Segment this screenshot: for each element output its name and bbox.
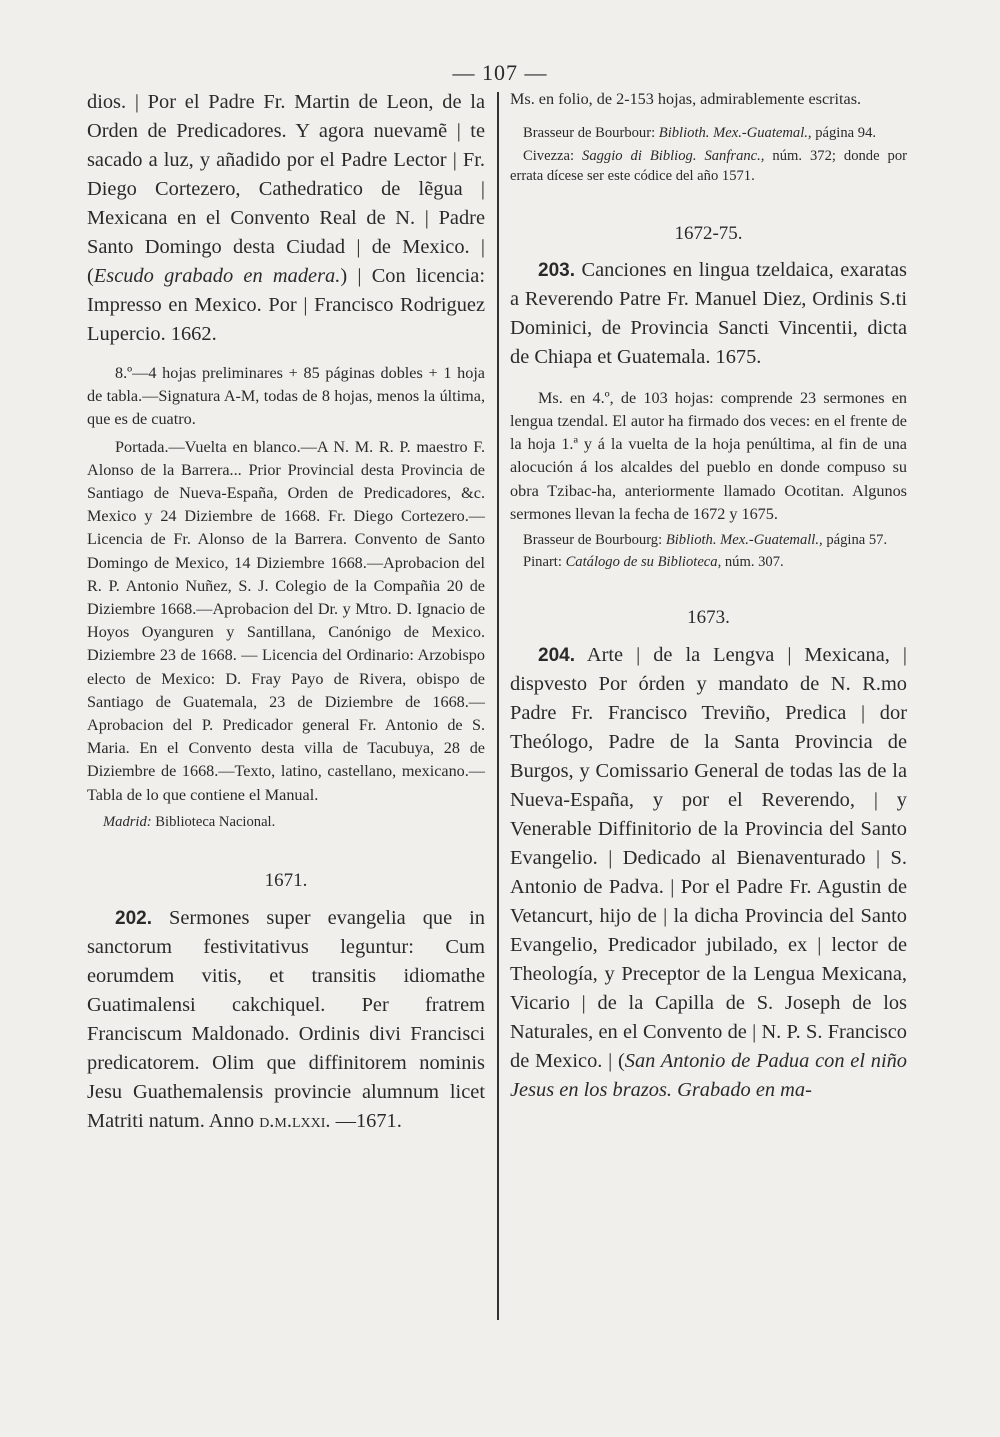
reference-civezza xyxy=(510,146,907,187)
location-reference xyxy=(87,812,485,833)
entry-204-text: Arte | de la Lengva | Mexicana, | dispvesto Por órden y mandato de N. R.mo Padre Fr. Francisco Treviño, Predica | dor Theólogo, Padre de la Santa Provincia de Burgos, y Comissario General de todas las de la Nueva-España, y por el Reverendo, | y Venerable Diffinitorio de la Provincia del Santo Evangelio. | Dedicado al Bienaventurado | S. Antonio de Padva. | Por el Padre Fr. Agustin de Vetancurt, hijo de | la dicha Provincia del Santo Evangelio, Predicador jubilado, ex | lector de Theología, y Preceptor de la Lengua Mexicana, Vicario | de la Capilla de S. Joseph de los Naturales, en el Convento de | N. P. S. Francisco de Mexico. | ( xyxy=(510,643,907,1072)
contents-description: Portada.—Vuelta en blanco.—A N. M. R. P. maestro F. Alonso de la Barrera... Prior Provincial desta Provincia de Santiago de Nueva-España, Orden de Predicadores, &c. Mexico y 24 Diziembre de 1668. Fr. Diego Cortezero.—Licencia de Fr. Alonso de la Barrera. Convento de Santo Domingo de Mexico, 14 Diziembre 1668.—Aprobacion del R. P. Antonio Nuñez, S. J. Colegio de la Compañia 20 de Diziembre 1668.—Aprobacion del Dr. y Mtro. D. Ignacio de Hoyos Oyanguren y Santillana, Canónigo de Mexico. Diziembre 23 de 1668. — Licencia del Ordinario: Arzobispo electo de Mexico: D. Fray Payo de Rivera, obispo de Santiago de Guatemala, 23 de Diziembre de 1668.—Aprobacion del P. Predicador general Fr. Antonio de S. Maria. En el Convento desta villa de Tacubuya, 28 de Diziembre de 1668.—Texto, latino, castellano, mexicano.—Tabla de lo que contiene el Manual. xyxy=(87,437,485,804)
left-column xyxy=(87,88,485,1136)
entry-204-number: 204. xyxy=(538,644,575,666)
manuscript-description: Ms. en folio, de 2-153 hojas, admirablemente escritas. xyxy=(510,90,862,108)
page-number: — 107 — xyxy=(452,60,548,85)
continued-entry-tail: ) | Con licencia: Impresso en Mexico. Por | Francisco Rodriguez Lupercio. 1662. xyxy=(87,265,485,345)
location-place: Madrid: xyxy=(103,813,152,830)
reference-pinart xyxy=(510,552,907,573)
ref4-book: Catálogo de su Biblioteca, xyxy=(565,554,722,571)
ref2-book: Saggio di Bibliog. Sanfranc., xyxy=(582,147,765,164)
reference-brasseur-2 xyxy=(510,530,907,551)
entry-202-text: Sermones super evangelia que in sanctorum festivitativus leguntur: Cum eorumdem vitis, et transitis idiomathe Guatimalensi cakchiquel. Per fratrem Franciscum Maldonado. Ordinis divi Francisci predicatorem. Olim que diffinitorem nominis Jesu Guathemalensis provincie alumnum licet Matriti natum. Anno xyxy=(87,907,485,1133)
year-heading-1671: 1671. xyxy=(264,870,308,892)
entry-203-text: Canciones en lingua tzeldaica, exaratas a Reverendo Patre Fr. Manuel Diez, Ordinis S.ti Dominici, de Provincia Sancti Vincentii, dicta de Chiapa et Guatemala. 1675. xyxy=(510,258,907,368)
ref4-author: Pinart: xyxy=(523,554,566,571)
column-divider xyxy=(497,92,499,1320)
year-heading-1672-75: 1672-75. xyxy=(674,222,743,244)
ref1-page: página 94. xyxy=(811,125,877,142)
entry-202-year: —1671. xyxy=(330,1110,402,1133)
ref4-number: núm. 307. xyxy=(721,554,784,571)
location-library: Biblioteca Nacional. xyxy=(151,813,276,830)
continued-entry-text xyxy=(87,88,485,349)
entry-203 xyxy=(510,256,907,372)
entry-204 xyxy=(510,641,907,1105)
year-heading-1673: 1673. xyxy=(687,606,730,628)
ref3-page: página 57. xyxy=(822,531,888,548)
ref1-book: Biblioth. Mex.-Guatemal., xyxy=(658,125,812,142)
ref1-author: Brasseur de Bourbour: xyxy=(523,125,659,142)
entry-202-year-roman: d.m.lxxi. xyxy=(259,1110,331,1133)
continued-entry-body: dios. | Por el Padre Fr. Martin de Leon, de la Orden de Predicadores. Y agora nuevamẽ | te sacado a luz, y añadido por el Padre Lector | Fr. Diego Cortezero, Cathedratico de lẽgua | Mexicana en el Convento Real de N. | Padre Santo Domingo desta Ciudad | de Mexico. | ( xyxy=(87,91,485,287)
ref3-book: Biblioth. Mex.-Guatemall., xyxy=(665,531,823,548)
right-column xyxy=(510,88,907,1105)
entry-202-number: 202. xyxy=(115,908,152,930)
entry-203-description: Ms. en 4.º, de 103 hojas: comprende 23 sermones en lengua tzendal. El autor ha firmado dos veces: en el frente de la hoja 1.ª y á la vuelta de la hoja penúltima, al fin de una alocución á los alcaldes del pueblo en donde compuso su obra Tzibac-ha, anteriormente llamado Ocotitan. Algunos sermones llevan la fecha de 1672 y 1675. xyxy=(510,388,907,523)
physical-description: 8.º—4 hojas preliminares + 85 páginas dobles + 1 hoja de tabla.—Signatura A-M, todas de 8 hojas, menos la última, que es de cuatro. xyxy=(87,364,485,429)
ref2-note: núm. 372; donde por errata dícese ser este códice del año 1571. xyxy=(510,147,907,185)
entry-204-italic: San Antonio de Padua con el niño Jesus en los brazos. Grabado en ma- xyxy=(510,1049,907,1101)
reference-brasseur-1 xyxy=(510,123,907,144)
entry-203-number: 203. xyxy=(538,259,575,281)
continued-entry-italic: Escudo grabado en madera. xyxy=(93,265,341,287)
ref3-author: Brasseur de Bourbourg: xyxy=(523,531,666,548)
ref2-author: Civezza: xyxy=(523,147,583,164)
entry-202 xyxy=(87,904,485,1136)
